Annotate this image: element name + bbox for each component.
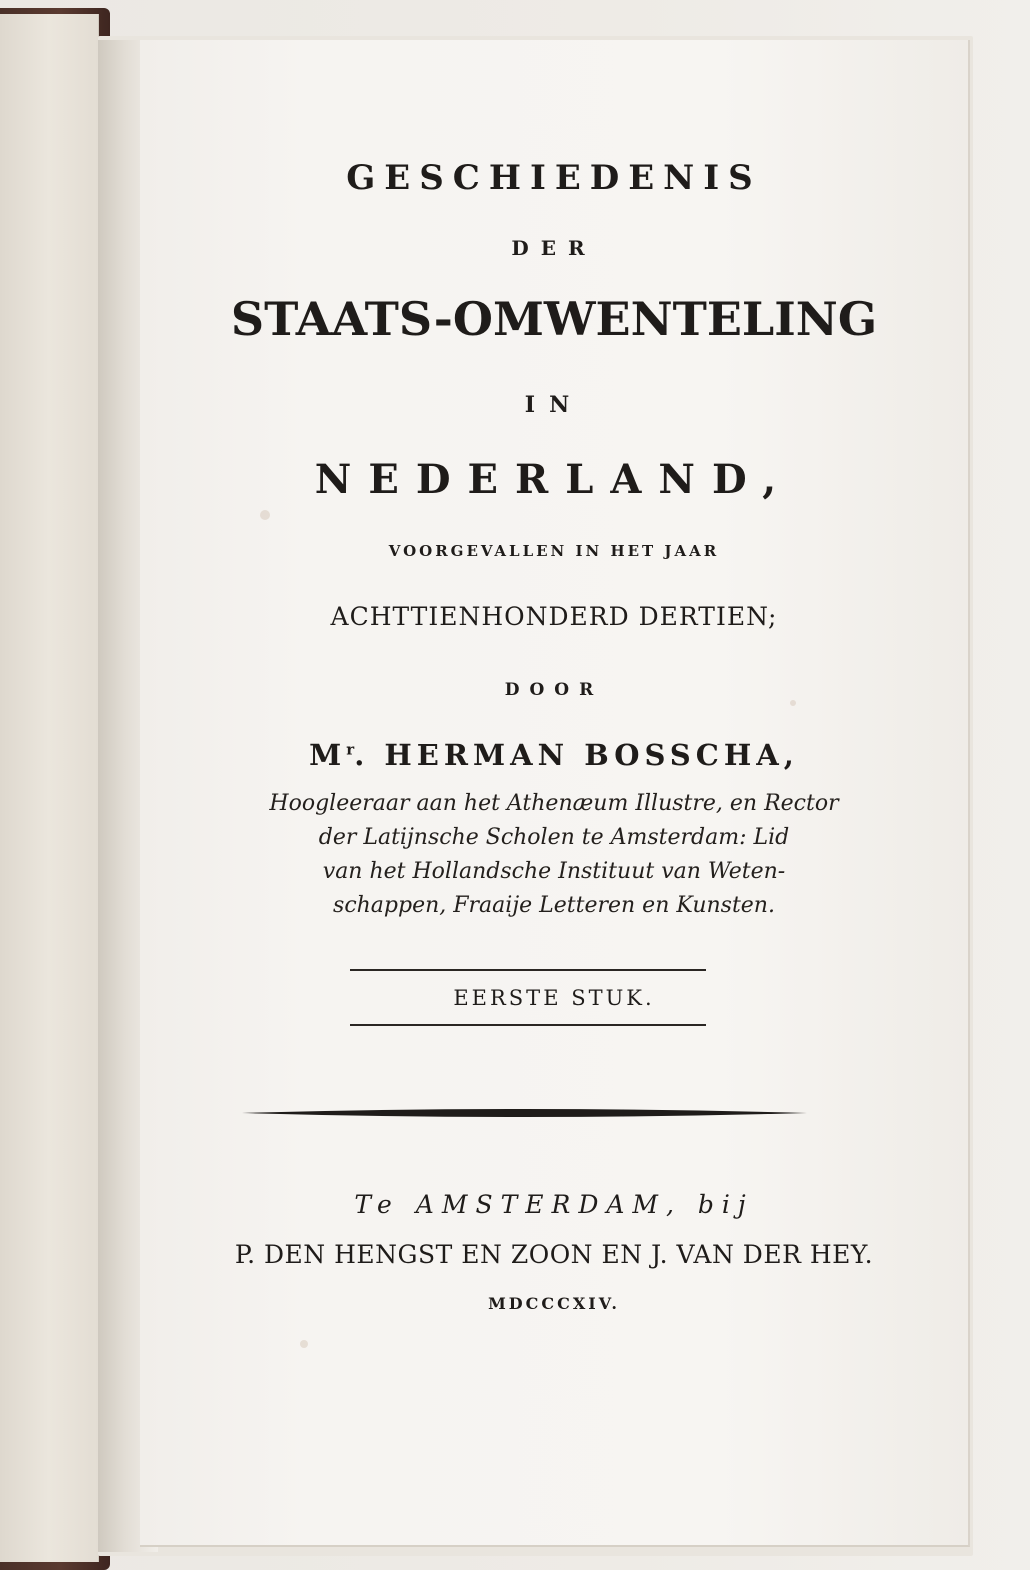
author-description-line: Hoogleeraar aan het Athenæum Illustre, en Rector — [269, 791, 839, 816]
author-description-line: van het Hollandsche Instituut van Weten- — [322, 859, 786, 884]
author-prefix-superscript: r — [346, 740, 355, 759]
foxing-spot — [790, 700, 796, 706]
volume-rule-bottom — [350, 1024, 706, 1026]
volume-label: EERSTE STUK. — [453, 986, 655, 1010]
author-surname: . HERMAN BOSSCHA, — [354, 738, 799, 772]
ornamental-swell-rule — [242, 1107, 807, 1119]
foxing-spot — [300, 1340, 308, 1348]
title-line-country: NEDERLAND, — [314, 456, 794, 503]
imprint-publishers: P. DEN HENGST EN ZOON EN J. VAN DER HEY. — [234, 1240, 874, 1269]
subtitle-line-2: ACHTTIENHONDERD DERTIEN; — [330, 602, 778, 631]
by-line: DOOR — [504, 680, 604, 700]
imprint-place: Te AMSTERDAM, bij — [354, 1190, 754, 1219]
subtitle-line-1: VOORGEVALLEN IN HET JAAR — [388, 542, 720, 560]
title-line-geschiedenis: GESCHIEDENIS — [346, 158, 762, 198]
title-line-der: DER — [511, 236, 597, 260]
author-name — [140, 738, 968, 772]
author-description-line: schappen, Fraaije Letteren en Kunsten. — [333, 893, 775, 918]
imprint-year: MDCCCXIV. — [488, 1294, 620, 1313]
title-line-main: STAATS-OMWENTELING — [230, 292, 878, 346]
author-prefix: M — [309, 738, 347, 772]
left-page-edge — [0, 14, 99, 1562]
swell-rule-path — [242, 1109, 807, 1117]
foxing-spot — [260, 510, 270, 520]
title-line-in: IN — [524, 392, 584, 418]
author-description-line: der Latijnsche Scholen te Amsterdam: Lid — [318, 825, 790, 850]
volume-rule-top — [350, 969, 706, 971]
